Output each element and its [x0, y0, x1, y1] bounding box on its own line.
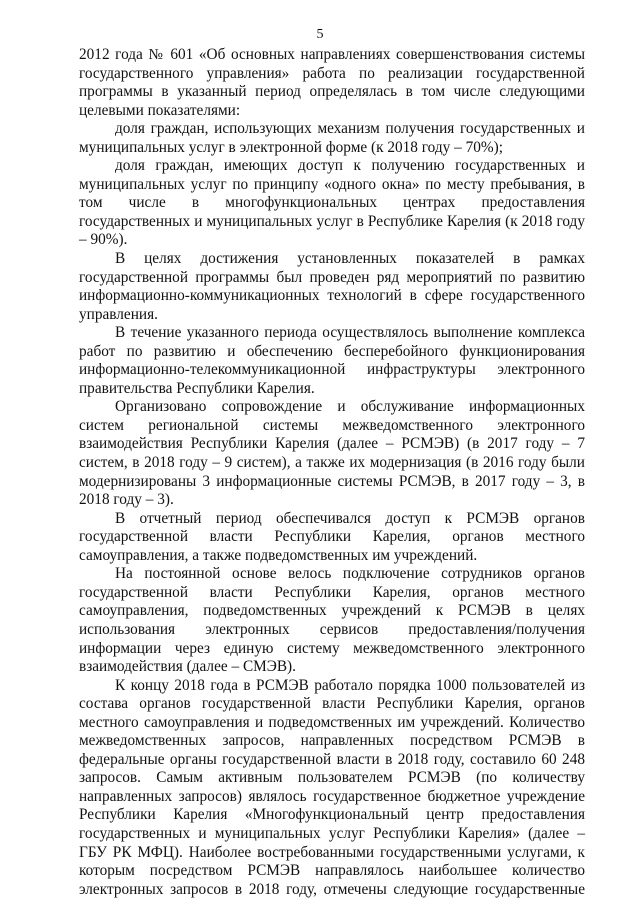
paragraph-rsmev-users: К концу 2018 года в РСМЭВ работало порядка 1000 пользователей из состава органов государственной власти Республики Карелия, органов местного самоуправления и подведомственных им учреждений. Количество межведомственных запросов, направленных посредством РСМЭВ в федеральные органы государственной власти в 2018 году, составило 60 248 запросов. Самым активным пользователем РСМЭВ (по количеству направленных запросов) являлось государственное бюджетное учреждение Республики Карелия «Многофункциональный центр предоставления государственных и муниципальных услуг Республики Карелия» (далее – ГБУ РК МФЦ). Наиболее востребованными государственными услугами, к которым посредством РСМЭВ направлялось наибольшее количество электронных запросов в 2018 году, отмечены следующие государственные — [79, 676, 585, 898]
paragraph-indicator-electronic: доля граждан, использующих механизм получения государственных и муниципальных услуг в электронной форме (к 2018 году – 70%); — [79, 120, 585, 156]
paragraph-rsmev-support: Организовано сопровождение и обслуживание информационных систем региональной системы межведомственного электронного взаимодействия Республики Карелия (далее – РСМЭВ) (в 2017 году – 7 систем, в 2018 году – 9 систем), а также их модернизация (в 2016 году были модернизированы 3 информационные системы РСМЭВ, в 2017 году – 3, в 2018 году – 3). — [79, 398, 585, 509]
paragraph-intro: 2012 года № 601 «Об основных направлениях совершенствования системы государственного управления» работа по реализации государственной программы в указанный период определялась в том числе следующими целевыми показателями: — [79, 46, 585, 119]
document-body — [79, 46, 585, 899]
paragraph-infrastructure: В течение указанного периода осуществлялось выполнение комплекса работ по развитию и обеспечению бесперебойного функционирования информационно-телекоммуникационной инфраструктуры электронного правительства Республики Карелия. — [79, 324, 585, 397]
paragraph-rsmev-connection: На постоянной основе велось подключение сотрудников органов государственной власти Республики Карелия, органов местного самоуправления, подведомственных учреждений к РСМЭВ в целях использования электронных сервисов предоставления/получения информации через единую систему межведомственного электронного взаимодействия (далее – СМЭВ). — [79, 565, 585, 676]
paragraph-rsmev-access: В отчетный период обеспечивался доступ к РСМЭВ органов государственной власти Республики Карелия, органов местного самоуправления, а также подведомственных им учреждений. — [79, 509, 585, 564]
page-number: 5 — [316, 27, 324, 42]
paragraph-indicator-one-window: доля граждан, имеющих доступ к получению государственных и муниципальных услуг по принципу «одного окна» по месту пребывания, в том числе в многофункциональных центрах предоставления государственных и муниципальных услуг в Республике Карелия (к 2018 году – 90%). — [79, 157, 585, 249]
paragraph-measures: В целях достижения установленных показателей в рамках государственной программы был проведен ряд мероприятий по развитию информационно-коммуникационных технологий в сфере государственного управления. — [79, 250, 585, 323]
